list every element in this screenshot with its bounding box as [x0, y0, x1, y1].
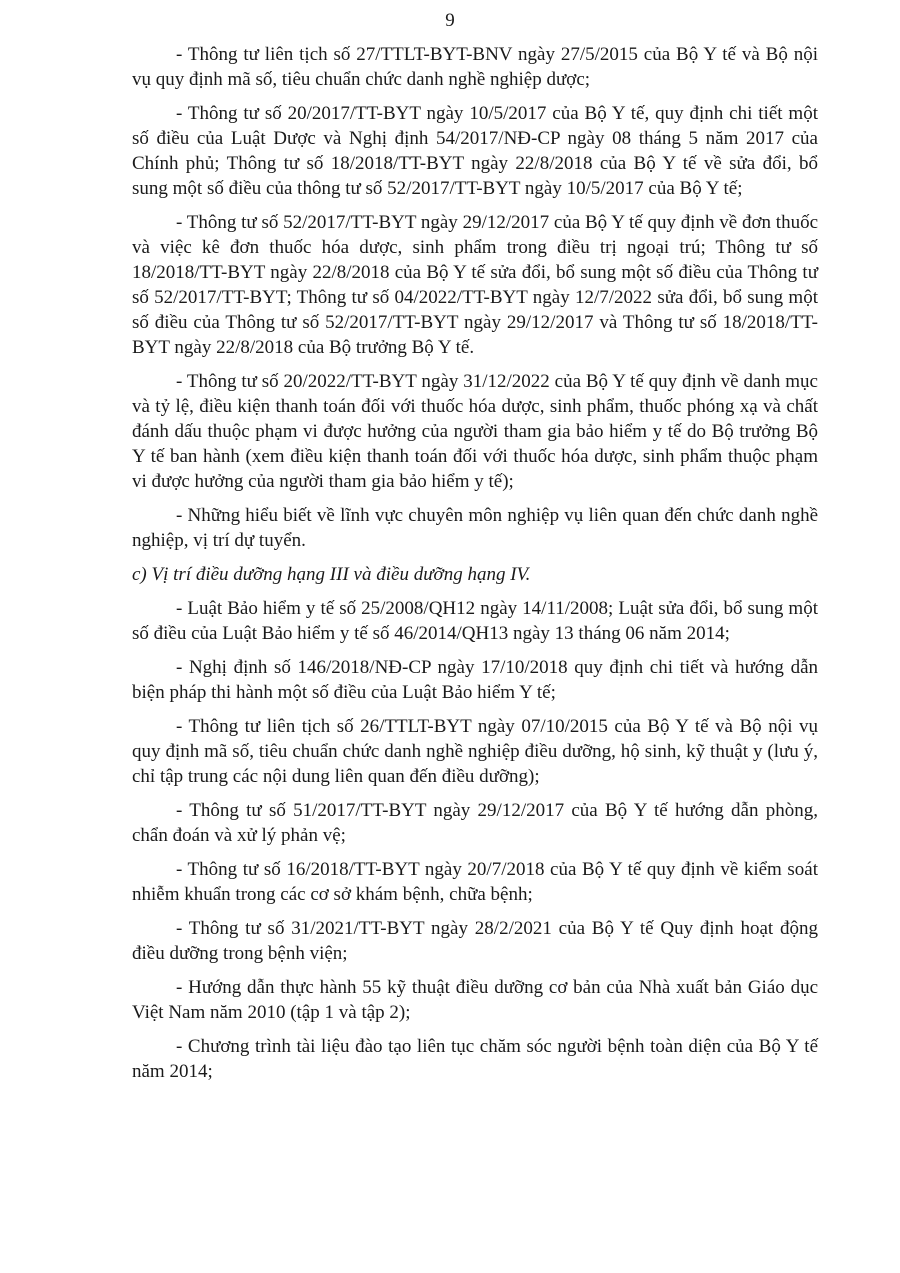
section-heading-nursing: c) Vị trí điều dưỡng hạng III và điều dưỡng hạng IV. [132, 564, 531, 585]
paragraph-circular-20-2022: - Thông tư số 20/2022/TT-BYT ngày 31/12/2022 của Bộ Y tế quy định về danh mục và tỷ lệ, điều kiện thanh toán đối với thuốc hóa dược, sinh phẩm, thuốc phóng xạ và chất đánh dấu thuộc phạm vi được hưởng của người tham gia bảo hiểm y tế do Bộ trưởng Bộ Y tế ban hành (xem điều kiện thanh toán đối với thuốc hóa dược, sinh phẩm thuộc phạm vi được hưởng của người tham gia bảo hiểm y tế); [132, 371, 818, 492]
paragraph-circular-31-2021: - Thông tư số 31/2021/TT-BYT ngày 28/2/2021 của Bộ Y tế Quy định hoạt động điều dưỡng trong bệnh viện; [132, 918, 818, 964]
document-body [132, 42, 818, 1093]
paragraph-nursing-techniques-guide: - Hướng dẫn thực hành 55 kỹ thuật điều dưỡng cơ bản của Nhà xuất bản Giáo dục Việt Nam năm 2010 (tập 1 và tập 2); [132, 977, 818, 1023]
paragraph-training-program-2014: - Chương trình tài liệu đào tạo liên tục chăm sóc người bệnh toàn diện của Bộ Y tế năm 2014; [132, 1036, 818, 1082]
paragraph-decree-146-2018: - Nghị định số 146/2018/NĐ-CP ngày 17/10/2018 quy định chi tiết và hướng dẫn biện pháp thi hành một số điều của Luật Bảo hiểm Y tế; [132, 657, 818, 703]
paragraph-circular-20-2017: - Thông tư số 20/2017/TT-BYT ngày 10/5/2017 của Bộ Y tế, quy định chi tiết một số điều của Luật Dược và Nghị định 54/2017/NĐ-CP ngày 08 tháng 5 năm 2017 của Chính phủ; Thông tư số 18/2018/TT-BYT ngày 22/8/2018 của Bộ Y tế về sửa đổi, bổ sung một số điều của thông tư số 52/2017/TT-BYT ngày 10/5/2017 của Bộ Y tế; [132, 103, 818, 199]
paragraph-circular-27-2015: - Thông tư liên tịch số 27/TTLT-BYT-BNV ngày 27/5/2015 của Bộ Y tế và Bộ nội vụ quy định mã số, tiêu chuẩn chức danh nghề nghiệp dược; [132, 44, 818, 90]
page-number: 9 [445, 10, 455, 31]
paragraph-circular-16-2018: - Thông tư số 16/2018/TT-BYT ngày 20/7/2018 của Bộ Y tế quy định về kiểm soát nhiễm khuẩn trong các cơ sở khám bệnh, chữa bệnh; [132, 859, 818, 905]
paragraph-circular-51-2017: - Thông tư số 51/2017/TT-BYT ngày 29/12/2017 của Bộ Y tế hướng dẫn phòng, chẩn đoán và xử lý phản vệ; [132, 800, 818, 846]
paragraph-professional-knowledge: - Những hiểu biết về lĩnh vực chuyên môn nghiệp vụ liên quan đến chức danh nghề nghiệp, vị trí dự tuyển. [132, 505, 818, 551]
paragraph-circular-52-2017: - Thông tư số 52/2017/TT-BYT ngày 29/12/2017 của Bộ Y tế quy định về đơn thuốc và việc kê đơn thuốc hóa dược, sinh phẩm trong điều trị ngoại trú; Thông tư số 18/2018/TT-BYT ngày 22/8/2018 của Bộ Y tế sửa đổi, bổ sung một số điều của Thông tư số 52/2017/TT-BYT; Thông tư số 04/2022/TT-BYT ngày 12/7/2022 sửa đổi, bổ sung một số điều của Thông tư số 52/2017/TT-BYT ngày 29/12/2017 và Thông tư số 18/2018/TT-BYT ngày 22/8/2018 của Bộ trưởng Bộ Y tế. [132, 212, 818, 358]
paragraph-circular-26-2015: - Thông tư liên tịch số 26/TTLT-BYT ngày 07/10/2015 của Bộ Y tế và Bộ nội vụ quy định mã số, tiêu chuẩn chức danh nghề nghiệp điều dưỡng, hộ sinh, kỹ thuật y (lưu ý, chỉ tập trung các nội dung liên quan đến điều dưỡng); [132, 716, 818, 787]
paragraph-health-insurance-law: - Luật Bảo hiểm y tế số 25/2008/QH12 ngày 14/11/2008; Luật sửa đổi, bổ sung một số điều của Luật Bảo hiểm y tế số 46/2014/QH13 ngày 13 tháng 06 năm 2014; [132, 598, 818, 644]
